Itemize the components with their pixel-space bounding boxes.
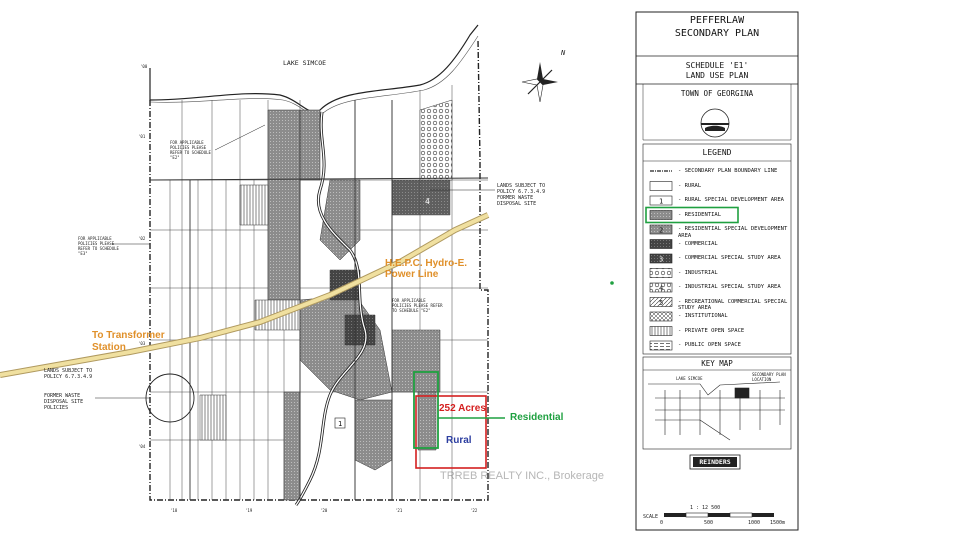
legend-item-label: - INDUSTRIAL SPECIAL STUDY AREA [678, 284, 781, 290]
legend-item-label: - COMMERCIAL [678, 240, 718, 247]
svg-text:'01: '01 [138, 134, 146, 139]
legend-swatch [650, 182, 672, 191]
residential-annotation: Residential [510, 412, 564, 423]
legend-swatch-code: 3 [659, 255, 664, 264]
legend-swatch-code: 1 [659, 197, 664, 206]
svg-text:'04: '04 [138, 444, 146, 449]
legend-item-label: - PRIVATE OPEN SPACE [678, 327, 745, 334]
scale-label: SCALE [643, 514, 659, 520]
svg-text:'19: '19 [245, 508, 253, 513]
legend-swatch-code: 4 [659, 284, 664, 293]
svg-text:'22: '22 [470, 508, 478, 513]
svg-text:'02: '02 [138, 236, 146, 241]
former-waste-left: FORMER WASTE DISPOSAL SITE POLICIES [44, 393, 84, 411]
legend-item-label: - PUBLIC OPEN SPACE [678, 342, 741, 348]
rural-special-code: 1 [338, 420, 343, 428]
industrial-special-code: 4 [425, 197, 430, 206]
legend-item-label: - RECREATIONAL COMMERCIAL SPECIAL STUDY AREA [678, 298, 788, 311]
svg-text:'18: '18 [170, 508, 178, 513]
hydro-line-annotation: H.E.P.C. Hydro-E. Power Line [385, 258, 468, 280]
legend-swatch [650, 269, 672, 278]
policy-note-3: FOR APPLICABLE POLICIES PLEASE REFER TO SCHEDULE "E2" [392, 298, 443, 313]
title-line-1: PEFFERLAW [689, 15, 745, 26]
legend-item-label: - RESIDENTIAL SPECIAL DEVELOPMENT AREA [678, 226, 788, 239]
reinders-logo: REINDERS [699, 458, 731, 466]
legend-swatch [650, 312, 672, 321]
georgina-emblem-icon [701, 109, 729, 137]
svg-text:'00: '00 [140, 64, 148, 69]
key-map-lake-label: LAKE SIMCOE [676, 376, 703, 381]
legend-item-label: - RURAL SPECIAL DEVELOPMENT AREA [678, 197, 784, 203]
scale-tick-label: 0 [660, 520, 664, 526]
legend-heading: LEGEND [702, 148, 732, 157]
scale-ratio: 1 : 12 500 [690, 505, 721, 511]
legend-swatch [650, 341, 672, 350]
svg-text:'21: '21 [395, 508, 403, 513]
legend-swatch-code: 5 [659, 299, 664, 307]
lake-shoreline-2 [150, 36, 478, 116]
acres-annotation: 252 Acres [439, 403, 486, 414]
lake-simcoe-label: LAKE SIMCOE [283, 59, 327, 67]
legend-item-label: - RURAL [678, 182, 702, 189]
legend-item-label: - INSTITUTIONAL [678, 313, 728, 319]
north-label: N [561, 49, 566, 57]
key-map-area-label: SECONDARY PLAN LOCATION [752, 372, 786, 382]
scale-tick-label: 500 [704, 520, 714, 526]
legend-item-label: - SECONDARY PLAN BOUNDARY LINE [678, 168, 778, 174]
lands-subject-right: LANDS SUBJECT TO POLICY 6.7.3.4.9 FORMER WASTE DISPOSAL SITE [497, 183, 546, 207]
subject-residential-strip [418, 392, 436, 450]
legend-swatch-code: 2 [659, 226, 664, 235]
schedule-label: SCHEDULE 'E1' [685, 61, 749, 70]
legend-swatch [650, 240, 672, 249]
industrial-area [420, 100, 452, 180]
lands-subject-left: LANDS SUBJECT TO POLICY 6.7.3.4.9 [44, 368, 93, 380]
svg-text:'03: '03 [138, 341, 146, 346]
legend-item-label: - COMMERCIAL SPECIAL STUDY AREA [678, 255, 781, 261]
key-map-heading: KEY MAP [701, 359, 733, 368]
policy-note-1: FOR APPLICABLE POLICIES PLEASE REFER TO SCHEDULE "E2" [170, 140, 211, 160]
title-line-2: SECONDARY PLAN [674, 28, 760, 39]
scale-tick-label: 1000 [748, 520, 761, 526]
legend-item-label: - RESIDENTIAL [678, 211, 722, 218]
legend-swatch [650, 327, 672, 336]
north-arrow-icon [522, 62, 558, 102]
town-name: TOWN OF GEORGINA [680, 89, 754, 98]
scale-tick-label: 1500m [770, 520, 786, 526]
legend-swatch [650, 211, 672, 220]
transformer-annotation: To Transformer Station [92, 330, 165, 353]
rural-annotation: Rural [446, 435, 472, 446]
industrial-special-area [392, 180, 450, 215]
legend-item-label: - INDUSTRIAL [678, 269, 718, 276]
policy-note-2: FOR APPLICABLE POLICIES PLEASE REFER TO SCHEDULE "E3" [78, 236, 119, 256]
brokerage-watermark: TRREB REALTY INC., Brokerage [440, 470, 605, 482]
plan-name: LAND USE PLAN [685, 71, 749, 80]
scale-bar [664, 513, 774, 517]
lake-shoreline [150, 25, 478, 112]
svg-text:'20: '20 [320, 508, 328, 513]
